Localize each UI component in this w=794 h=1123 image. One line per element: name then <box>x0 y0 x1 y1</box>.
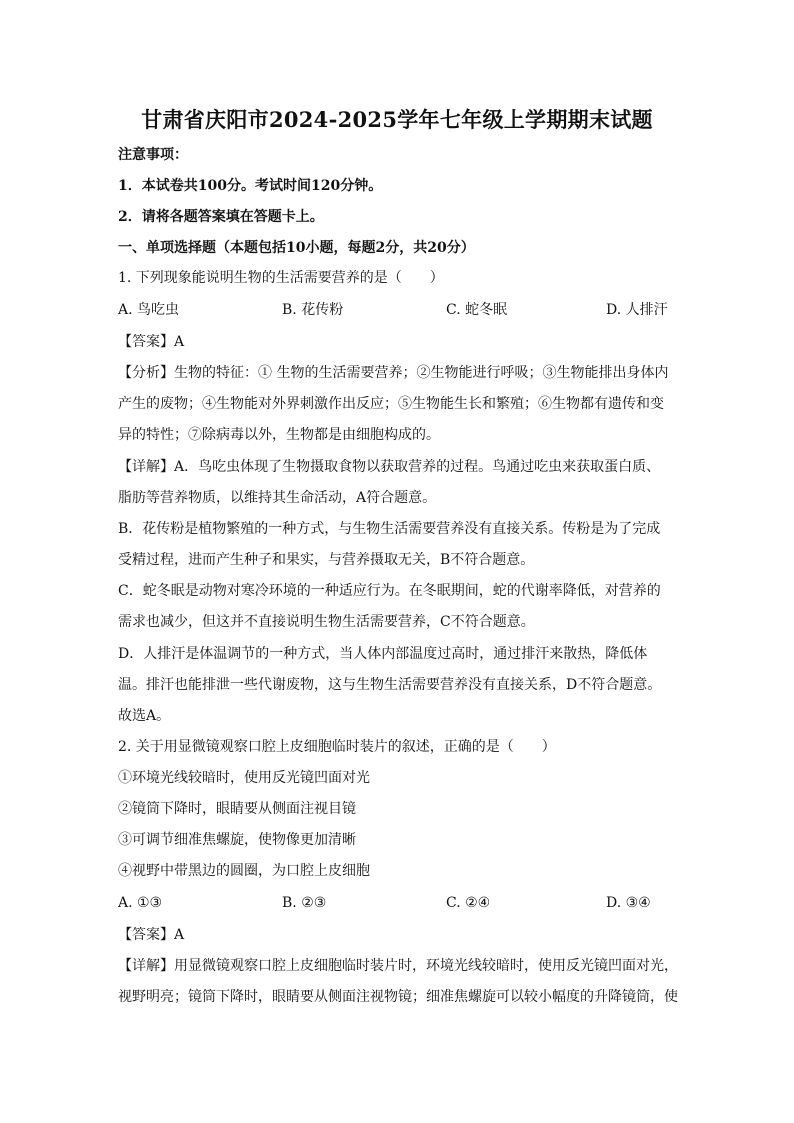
question-2-statement: ④视野中带黑边的圆圈，为口腔上皮细胞 <box>118 863 370 879</box>
notice-item: 1．本试卷共100分。考试时间120分钟。 <box>118 178 383 194</box>
question-2-option-a: A. ①③ <box>118 895 163 911</box>
question-2-answer: 【答案】A <box>118 927 185 943</box>
question-1-detail-line: B．花传粉是植物繁殖的一种方式，与生物生活需要营养没有直接关系。传粉是为了完成 <box>118 521 661 537</box>
question-1-detail-line: D．人排汗是体温调节的一种方式，当人体内部温度过高时，通过排汗来散热，降低体 <box>118 646 648 662</box>
page-title: 甘肃省庆阳市2024-2025学年七年级上学期期末试题 <box>141 107 653 132</box>
question-1-detail-line: 需求也减少，但这并不直接说明生物生活需要营养，C不符合题意。 <box>118 614 535 630</box>
question-1-option-a: A. 鸟吃虫 <box>118 302 180 318</box>
question-2-statement: ③可调节细准焦螺旋，使物像更加清晰 <box>118 832 356 848</box>
question-1-conclusion: 故选A。 <box>118 708 171 724</box>
question-1-analysis-line: 产生的废物；④生物能对外界刺激作出反应；⑤生物能生长和繁殖；⑥生物都有遗传和变 <box>118 396 664 412</box>
question-2-detail-line: 【详解】用显微镜观察口腔上皮细胞临时装片时，环境光线较暗时，使用反光镜凹面对光， <box>118 958 678 974</box>
question-2-option-c: C. ②④ <box>446 895 491 911</box>
question-1-detail-line: 受精过程，进而产生种子和果实，与营养摄取无关，B不符合题意。 <box>118 552 535 568</box>
question-1-detail-line: C．蛇冬眠是动物对寒冷环境的一种适应行为。在冬眠期间，蛇的代谢率降低，对营养的 <box>118 583 661 599</box>
question-2-option-b: B. ②③ <box>282 895 327 911</box>
question-1-detail-line: 脂肪等营养物质，以维持其生命活动，A符合题意。 <box>118 490 437 506</box>
question-1-answer: 【答案】A <box>118 334 185 350</box>
question-1-analysis-line: 【分析】生物的特征：① 生物的生活需要营养；②生物能进行呼吸；③生物能排出身体内 <box>118 365 669 381</box>
notice-heading: 注意事项： <box>118 147 188 163</box>
question-2-option-d: D. ③④ <box>606 895 651 911</box>
section-heading: 一、单项选择题（本题包括10小题，每题2分，共20分） <box>118 240 475 256</box>
question-1-option-c: C. 蛇冬眠 <box>446 302 508 318</box>
question-1-analysis-line: 异的特性；⑦除病毒以外，生物都是由细胞构成的。 <box>118 427 440 443</box>
question-2-statement: ①环境光线较暗时，使用反光镜凹面对光 <box>118 770 370 786</box>
question-1-option-b: B. 花传粉 <box>282 302 344 318</box>
question-1-detail-line: 温。排汗也能排泄一些代谢废物，这与生物生活需要营养没有直接关系，D不符合题意。 <box>118 677 662 693</box>
question-2-stem: 2. 关于用显微镜观察口腔上皮细胞临时装片的叙述，正确的是（ ） <box>118 739 556 755</box>
question-1-option-d: D. 人排汗 <box>606 302 668 318</box>
question-1-detail-line: 【详解】A．鸟吃虫体现了生物摄取食物以获取营养的过程。鸟通过吃虫来获取蛋白质、 <box>118 459 661 475</box>
question-2-detail-line: 视野明亮；镜筒下降时，眼睛要从侧面注视物镜；细准焦螺旋可以较小幅度的升降镜筒，使 <box>118 989 678 1005</box>
notice-item: 2．请将各题答案填在答题卡上。 <box>118 209 324 225</box>
question-1-stem: 1. 下列现象能说明生物的生活需要营养的是（ ） <box>118 270 444 286</box>
question-2-statement: ②镜筒下降时，眼睛要从侧面注视目镜 <box>118 801 356 817</box>
